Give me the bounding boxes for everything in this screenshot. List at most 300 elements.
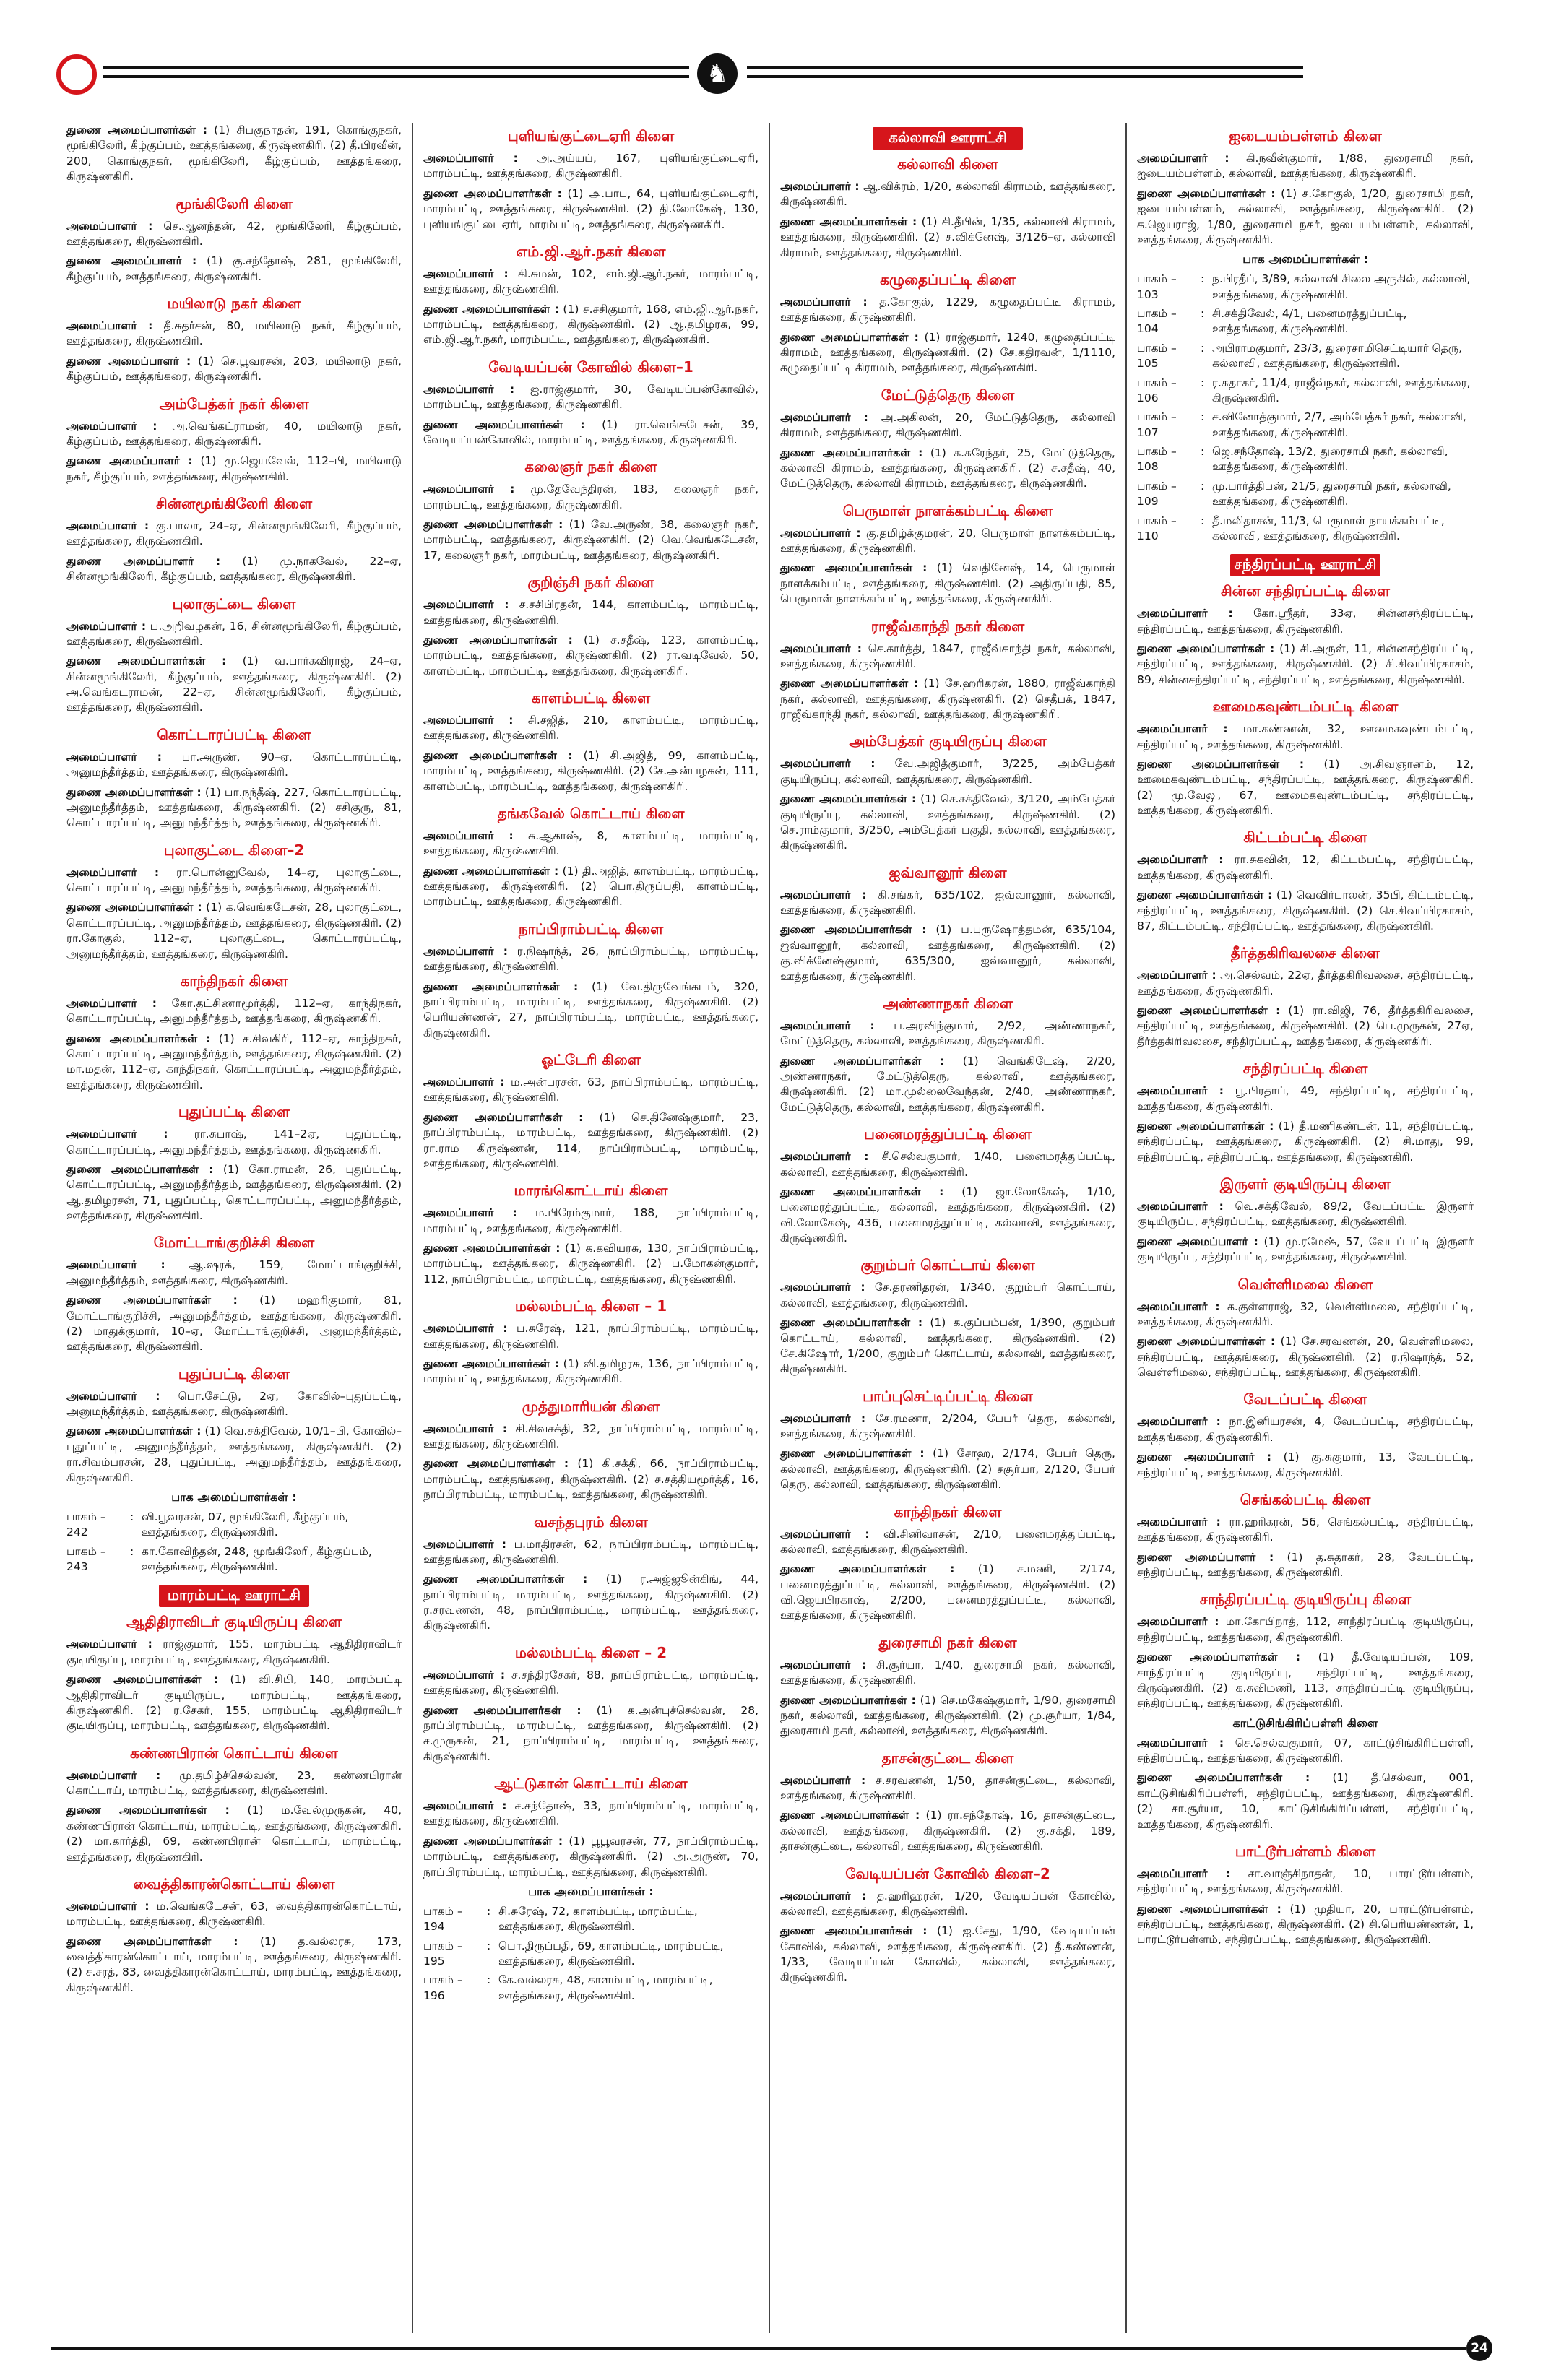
member-details: கி.சுமன், 102, எம்.ஜி.ஆர்.நகர், மாரம்பட்டி, ஊத்தங்கரை, கிருஷ்ணகிரி. <box>423 267 758 296</box>
role-label: துணை அமைப்பாளர்கள் : <box>423 518 563 531</box>
member-details: (1) பூபூவரசன், 77, நாப்பிராம்பட்டி, மாரம்பட்டி, ஊத்தங்கரை, கிருஷ்ணகிரி. (2) அ.அருண், 70, நாப்பிராம்பட்டி, மாரம்பட்டி, ஊத்தங்கரை, கிருஷ்ணகிரி. <box>423 1834 758 1879</box>
member-entry <box>1137 1003 1474 1050</box>
member-details: (1) வெ.சக்திவேல், 10/1–பி, கோவில்–புதுப்பட்டி, அனுமந்தீர்த்தம், ஊத்தங்கரை, கிருஷ்ணகிரி. (2) ரா.சிவம்பரசன், 28, புதுப்பட்டி, அனுமந்தீர்த்தம், ஊத்தங்கரை, கிருஷ்ணகிரி. <box>66 1424 402 1484</box>
role-label: அமைப்பாளர் : <box>423 1076 505 1089</box>
booth-organiser: ர.சுதாகர், 11/4, ராஜீவ்நகர், கல்லாவி, ஊத்தங்கரை, கிருஷ்ணகிரி. <box>1212 376 1471 404</box>
member-entry <box>423 1537 758 1568</box>
role-label: துணை அமைப்பாளர்கள் : <box>423 1457 569 1471</box>
member-details: (1) அ.பாபு, 64, புளியங்குட்டைஏரி, மாரம்பட்டி, ஊத்தங்கரை, கிருஷ்ணகிரி. (2) தி.லோகேஷ், 130, புளியங்குட்டைஏரி, மாரம்பட்டி, ஊத்தங்கரை, கிருஷ்ணகிரி. <box>423 186 758 231</box>
member-entry <box>1137 1119 1474 1165</box>
member-entry <box>423 1668 758 1699</box>
role-label: அமைப்பாளர் : <box>1137 1415 1221 1429</box>
member-details: (1) மஹரிகுமார், 81, மோட்டாங்குறிச்சி, அனுமந்தீர்த்தம், ஊத்தங்கரை, கிருஷ்ணகிரி. (2) மாதுக்குமார், 10–ஏ, மோட்டாங்குறிச்சி, அனுமந்தீர்த்தம், ஊத்தங்கரை, கிருஷ்ணகிரி. <box>66 1294 402 1354</box>
role-label: அமைப்பாளர் : <box>423 944 508 958</box>
member-details: (1) ச.மணி, 2/174, பனைமரத்துப்பட்டி, கல்லாவி, ஊத்தங்கரை, கிருஷ்ணகிரி. (2) வி.ஜெயபிரகாஷ், 2/200, பனைமரத்துப்பட்டி, கல்லாவி, ஊத்தங்கரை, கிருஷ்ணகிரி. <box>780 1562 1115 1622</box>
role-label: அமைப்பாளர் : <box>780 410 868 424</box>
role-label: துணை அமைப்பாளர் : <box>1137 1234 1258 1248</box>
member-entry <box>66 865 402 896</box>
branch-title: காந்திநகர் கிளை <box>180 972 288 990</box>
member-entry <box>423 713 758 744</box>
member-details: அ.செல்வம், 22ஏ, தீர்த்தகிரிவலசை, சந்திரப்பட்டி, ஊத்தங்கரை, கிருஷ்ணகிரி. <box>1137 969 1474 998</box>
branch-section <box>780 618 1115 723</box>
member-details: (1) செ.பூவரசன், 203, மயிலாடு நகர், கீழ்குப்பம், ஊத்தங்கரை, கிருஷ்ணகிரி. <box>66 354 402 384</box>
member-details: ராஜ்குமார், 155, மாரம்பட்டி ஆதிதிராவிடர் குடியிருப்பு, மாரம்பட்டி, ஊத்தங்கரை, கிருஷ்ணகிரி. <box>66 1637 402 1666</box>
branch-title: வசந்தபுரம் கிளை <box>534 1513 648 1531</box>
member-details: த.கோகுல், 1229, கழுதைப்பட்டி கிராமம், ஊத்தங்கரை, கிருஷ்ணகிரி. <box>780 295 1115 324</box>
member-entry <box>1137 1515 1474 1546</box>
branch-section <box>423 805 758 910</box>
branch-title: ஐடையம்பள்ளம் கிளை <box>1229 127 1382 144</box>
branch-title: சின்ன சந்திரப்பட்டி கிளை <box>1221 582 1390 600</box>
role-label: அமைப்பாளர் : <box>780 1018 875 1032</box>
role-label: துணை அமைப்பாளர்கள் : <box>780 792 917 806</box>
booth-organiser: வி.பூவரசன், 07, மூங்கிலேரி, கீழ்குப்பம், ஊத்தங்கரை, கிருஷ்ணகிரி. <box>142 1510 349 1539</box>
branch-section <box>780 1256 1115 1377</box>
member-entry <box>1137 641 1474 688</box>
role-label: துணை அமைப்பாளர்கள் : <box>423 1572 588 1586</box>
role-label: துணை அமைப்பாளர்கள் : <box>423 1356 559 1370</box>
member-entry <box>66 750 402 781</box>
branch-section <box>780 127 1115 261</box>
member-details: செ.கார்த்தி, 1847, ராஜீவ்காந்தி நகர், கல்லாவி, ஊத்தங்கரை, கிருஷ்ணகிரி. <box>780 641 1115 670</box>
member-entry <box>780 410 1115 441</box>
member-details: (1) கு.சுகுமார், 13, வேடப்பட்டி, சந்திரப்பட்டி, ஊத்தங்கரை, கிருஷ்ணகிரி. <box>1137 1450 1474 1479</box>
colon-separator: : <box>1201 376 1205 389</box>
branch-title: மல்லம்பட்டி கிளை – 2 <box>514 1643 667 1661</box>
booth-number: பாகம் – 110 <box>1137 514 1177 542</box>
member-entry <box>1137 1650 1474 1712</box>
member-details: (1) ஜா.லோகேஷ், 1/10, பனைமரத்துப்பட்டி, கல்லாவி, ஊத்தங்கரை, கிருஷ்ணகிரி. (2) வி.லோகேஷ், 436, பனைமரத்துப்பட்டி, கல்லாவி, ஊத்தங்கரை, கிருஷ்ணகிரி. <box>780 1185 1115 1245</box>
member-entry <box>780 446 1115 492</box>
branch-section <box>66 726 402 831</box>
member-details: (1) த.சுதாகர், 28, வேடப்பட்டி, சந்திரப்பட்டி, ஊத்தங்கரை, கிருஷ்ணகிரி. <box>1137 1550 1474 1579</box>
member-entry <box>780 295 1115 326</box>
role-label: அமைப்பாளர் : <box>66 865 160 879</box>
member-details: (1) பா.நந்தீஷ், 227, கொட்டாரப்பட்டி, அனுமந்தீர்த்தம், ஊத்தங்கரை, கிருஷ்ணகிரி. (2) சசிகுரு, 81, கொட்டாரப்பட்டி, அனுமந்தீர்த்தம், ஊத்தங்கரை, கிருஷ்ணகிரி. <box>66 785 402 830</box>
member-entry <box>780 1446 1115 1492</box>
role-label: அமைப்பாளர் : <box>780 1281 865 1294</box>
member-details: ச.சசிபிரதன், 144, காளம்பட்டி, மாரம்பட்டி, ஊத்தங்கரை, கிருஷ்ணகிரி. <box>423 598 758 627</box>
role-label: துணை அமைப்பாளர்கள் : <box>1137 186 1276 200</box>
booth-organiser: பொ.திருப்பதி, 69, காளம்பட்டி, மாரம்பட்டி, ஊத்தங்கரை, கிருஷ்ணகிரி. <box>498 1939 724 1968</box>
member-details: கி.சங்கர், 635/102, ஐவ்வானூர், கல்லாவி, ஊத்தங்கரை, கிருஷ்ணகிரி. <box>780 888 1115 917</box>
member-details: சா.வாஞ்சிநாதன், 10, பாரட்டூர்பள்ளம், சந்திரப்பட்டி, ஊத்தங்கரை, கிருஷ்ணகிரி. <box>1137 1866 1474 1896</box>
role-label: அமைப்பாளர் : <box>780 1889 867 1903</box>
member-details: ரா.சுபாஷ், 141–2ஏ, புதுப்பட்டி, கொட்டாரப்பட்டி, அனுமந்தீர்த்தம், ஊத்தங்கரை, கிருஷ்ணகிரி. <box>66 1128 402 1156</box>
member-details: மா.கோபிநாத், 112, சாந்திரப்பட்டி குடியிருப்பு, சந்திரப்பட்டி, ஊத்தங்கரை, கிருஷ்ணகிரி. <box>1137 1615 1474 1644</box>
branch-section <box>780 1503 1115 1624</box>
member-entry <box>1137 722 1474 753</box>
member-entry <box>66 1424 402 1486</box>
member-entry <box>1137 1450 1474 1481</box>
branch-section <box>1137 1390 1474 1481</box>
role-label: அமைப்பாளர் : <box>780 295 868 308</box>
member-details: (1) ம.வேல்முருகன், 40, கண்ணபிரான் கொட்டாய், மாரம்பட்டி, ஊத்தங்கரை, கிருஷ்ணகிரி. (2) மா.கார்த்தி, 69, கண்ணபிரான் கொட்டாய், மாரம்பட்டி, ஊத்தங்கரை, கிருஷ்ணகிரி. <box>66 1804 402 1864</box>
role-label: துணை அமைப்பாளர்கள் : <box>66 1294 238 1307</box>
member-details: சே.தரணிதரன், 1/340, குறும்பர் கொட்டாய், கல்லாவி, ஊத்தங்கரை, கிருஷ்ணகிரி. <box>780 1281 1115 1310</box>
member-details: (1) க.சுரேந்தர், 25, மேட்டுத்தெரு, கல்லாவி கிராமம், ஊத்தங்கரை, கிருஷ்ணகிரி. (2) ச.சதீஷ், 40, மேட்டுத்தெரு, கல்லாவி கிராமம், ஊத்தங்கரை, கிருஷ்ணகிரி. <box>780 446 1115 490</box>
member-details: (1) ராஜ்குமார், 1240, கழுதைப்பட்டி கிராமம், ஊத்தங்கரை, கிருஷ்ணகிரி. (2) சே.கதிரவன், 1/1110, கழுதைப்பட்டி கிராமம், ஊத்தங்கரை, கிருஷ்ணகிரி. <box>780 330 1115 375</box>
member-details: (1) வே.திருவேங்கடம், 320, நாப்பிராம்பட்டி, மாரம்பட்டி, ஊத்தங்கரை, கிருஷ்ணகிரி. (2) பெரியண்ணன், 27, நாப்பிராம்பட்டி, மாரம்பட்டி, ஊத்தங்கரை, கிருஷ்ணகிரி. <box>423 979 758 1039</box>
member-details: (1) சே.சரவணன், 20, வெள்ளிமலை, சந்திரப்பட்டி, ஊத்தங்கரை, கிருஷ்ணகிரி. (2) ர.நிஷாந்த், 52, வெள்ளிமலை, சந்திரப்பட்டி, ஊத்தங்கரை, கிருஷ்ணகிரி. <box>1137 1335 1474 1379</box>
role-label: துணை அமைப்பாளர்கள் : <box>1137 1004 1281 1017</box>
role-label: அமைப்பாளர் : <box>423 382 515 396</box>
role-label: அமைப்பாளர் : <box>66 519 150 532</box>
branch-title: நாப்பிராம்பட்டி கிளை <box>518 919 664 938</box>
member-details: ம.பிரேம்குமார், 188, நாப்பிராம்பட்டி, மாரம்பட்டி, ஊத்தங்கரை, கிருஷ்ணகிரி. <box>423 1206 758 1235</box>
branch-section <box>1137 1060 1474 1165</box>
member-details: (1) வி.தமிழரசு, 136, நாப்பிராம்பட்டி, மாரம்பட்டி, ஊத்தங்கரை, கிருஷ்ணகிரி. <box>423 1356 759 1386</box>
member-entry <box>780 1185 1115 1247</box>
branch-section <box>1137 1843 1474 1948</box>
member-entry <box>66 1031 402 1094</box>
branch-section <box>423 458 758 563</box>
role-label: அமைப்பாளர் : <box>1137 1866 1230 1880</box>
branch-section <box>66 1585 402 1734</box>
member-entry <box>1137 968 1474 999</box>
booth-number: பாகம் – 196 <box>423 1973 463 2002</box>
branch-title: சின்னமூங்கிலேரி கிளை <box>155 495 313 512</box>
role-label: துணை அமைப்பாளர்கள் : <box>66 901 202 914</box>
role-label: அமைப்பாளர் : <box>66 1899 150 1913</box>
member-details: ம.வெங்கடேசன், 63, வைத்திகாரன்கொட்டாய், மாரம்பட்டி, ஊத்தங்கரை, கிருஷ்ணகிரி. <box>66 1899 402 1929</box>
member-entry <box>423 597 758 628</box>
branch-section <box>780 1749 1115 1855</box>
branch-title: செங்கல்பட்டி கிளை <box>1240 1490 1371 1508</box>
member-details: (1) வ.பார்கவிராஜ், 24–ஏ, சின்னமூங்கிலேரி, கீழ்குப்பம், ஊத்தங்கரை, கிருஷ்ணகிரி. (2) அ.வெங்கடராமன், 22–ஏ, சின்னமூங்கிலேரி, கீழ்குப்பம், ஊத்தங்கரை, கிருஷ்ணகிரி. <box>66 654 402 714</box>
member-entry <box>1137 1299 1474 1330</box>
member-entry <box>1137 1414 1474 1445</box>
branch-title: பெருமாள் நாளக்கம்பட்டி கிளை <box>842 501 1053 519</box>
member-details: ச.சரவணன், 1/50, தாசன்குட்டை, கல்லாவி, ஊத்தங்கரை, கிருஷ்ணகிரி. <box>780 1773 1115 1802</box>
branch-section <box>423 920 758 1041</box>
member-details: (1) முதியா, 20, பாரட்டூர்பள்ளம், சந்திரப்பட்டி, ஊத்தங்கரை, கிருஷ்ணகிரி. (2) சி.பெரியண்ணன், 1, பாரட்டூர்பள்ளம், சந்திரப்பட்டி, ஊத்தங்கரை, கிருஷ்ணகிரி. <box>1137 1902 1474 1947</box>
branch-title: ஓட்டேரி கிளை <box>541 1051 641 1068</box>
booth-row <box>423 1973 758 2004</box>
role-label: அமைப்பாளர் : <box>1137 853 1224 867</box>
panchayat-banner: கல்லாவி ஊராட்சி <box>873 127 1023 150</box>
member-entry <box>66 1899 402 1930</box>
booth-row <box>1137 444 1474 475</box>
branch-section <box>780 995 1115 1115</box>
branch-section <box>780 386 1115 492</box>
column-4 <box>1127 123 1484 2333</box>
role-label: அமைப்பாளர் : <box>423 1537 506 1551</box>
role-label: துணை அமைப்பாளர்கள் : <box>66 124 207 137</box>
branch-section <box>780 1865 1115 1986</box>
branch-section <box>423 1398 758 1503</box>
member-details: (1) தீ.மணிகண்டன், 11, சந்திரப்பட்டி, சந்திரப்பட்டி, ஊத்தங்கரை, கிருஷ்ணகிரி. (2) சி.மாது, 99, சந்திரப்பட்டி, சந்திரப்பட்டி, ஊத்தங்கரை, கிருஷ்ணகிரி. <box>1137 1119 1474 1164</box>
role-label: அமைப்பாளர் : <box>423 1799 507 1812</box>
booth-organiser: ச.வினோத்குமார், 2/7, அம்பேத்கர் நகர், கல்லாவி, ஊத்தங்கரை, கிருஷ்ணகிரி. <box>1212 410 1466 439</box>
booth-organiser: கா.கோவிந்தன், 248, மூங்கிலேரி, கீழ்குப்பம், ஊத்தங்கரை, கிருஷ்ணகிரி. <box>142 1544 372 1573</box>
role-label: துணை அமைப்பாளர்கள் : <box>780 215 917 228</box>
member-entry <box>423 1572 758 1634</box>
branch-section <box>1137 554 1474 688</box>
member-entry <box>66 785 402 831</box>
branch-title: மல்லம்பட்டி கிளை – 1 <box>514 1297 667 1315</box>
branch-title: வைத்திகாரன்கொட்டாய் கிளை <box>133 1874 335 1892</box>
branch-section <box>66 1234 402 1354</box>
booth-organiser: அபிராமகுமார், 23/3, துரைசாமிசெட்டியார் தெரு, கல்லாவி, ஊத்தங்கரை, கிருஷ்ணகிரி. <box>1212 341 1463 371</box>
member-details: (1) சோஹ, 2/174, பேபர் தெரு, கல்லாவி, ஊத்தங்கரை, கிருஷ்ணகிரி. (2) சசூர்யா, 2/120, பேபர் தெரு, கல்லாவி, ஊத்தங்கரை, கிருஷ்ணகிரி. <box>780 1447 1115 1492</box>
role-label: துணை அமைப்பாளர்கள் : <box>1137 1119 1274 1133</box>
branch-section <box>66 1744 402 1865</box>
branch-title: அண்ணாநகர் கிளை <box>883 994 1013 1012</box>
member-entry <box>423 482 758 513</box>
member-details: (1) ரா.சந்தோஷ், 16, தாசன்குட்டை, கல்லாவி, ஊத்தங்கரை, கிருஷ்ணகிரி. (2) கு.சக்தி, 189, தாசன்குட்டை, கல்லாவி, ஊத்தங்கரை, கிருஷ்ணகிரி. <box>780 1809 1115 1853</box>
member-details: (1) க.வெங்கடேசன், 28, புலாகுட்டை, கொட்டாரப்பட்டி, அனுமந்தீர்த்தம், ஊத்தங்கரை, கிருஷ்ணகிரி. (2) ரா.கோகுல், 112–ஏ, புலாகுட்டை, கொட்டாரப்பட்டி, அனுமந்தீர்த்தம், ஊத்தங்கரை, கிருஷ்ணகிரி. <box>66 901 402 961</box>
member-details: (1) வி.சிபி, 140, மாரம்பட்டி ஆதிதிராவிடர் குடியிருப்பு, மாரம்பட்டி, ஊத்தங்கரை, கிருஷ்ணகிரி. (2) ர.சேகர், 155, மாரம்பட்டி ஆதிதிராவிடர் குடியிருப்பு, மாரம்பட்டி, ஊத்தங்கரை, கிருஷ்ணகிரி. <box>66 1673 402 1733</box>
role-label: அமைப்பாளர் : <box>66 219 153 233</box>
member-entry <box>423 1206 758 1237</box>
branch-section <box>66 495 402 585</box>
role-label: அமைப்பாளர் : <box>66 1637 152 1651</box>
booth-row <box>1137 272 1474 303</box>
member-entry <box>423 944 758 975</box>
member-details: ப.சுரேஷ், 121, நாப்பிராம்பட்டி, மாரம்பட்டி, ஊத்தங்கரை, கிருஷ்ணகிரி. <box>423 1322 758 1351</box>
role-label: துணை அமைப்பாளர்கள் : <box>780 1924 928 1938</box>
role-label: துணை அமைப்பாளர்கள் : <box>66 1162 214 1176</box>
member-details: ஐ.ராஜ்குமார், 30, வேடியப்பன்கோவில், மாரம்பட்டி, ஊத்தங்கரை, கிருஷ்ணகிரி. <box>423 382 758 412</box>
member-entry <box>66 123 402 185</box>
member-entry <box>1137 606 1474 637</box>
role-label: துணை அமைப்பாளர்கள் : <box>423 748 573 762</box>
member-entry <box>66 419 402 450</box>
branch-title: வேடியப்பன் கோவில் கிளை–1 <box>488 358 693 376</box>
role-label: அமைப்பாளர் : <box>780 1411 866 1425</box>
role-label: துணை அமைப்பாளர்கள் : <box>1137 1902 1281 1916</box>
member-entry <box>780 641 1115 672</box>
branch-title: புலாகுட்டை கிளை <box>172 594 296 613</box>
role-label: துணை அமைப்பாளர்கள் : <box>1137 888 1273 902</box>
member-details: (1) மு.ரமேஷ், 57, வேடப்பட்டி இருளர் குடியிருப்பு, சந்திரப்பட்டி, ஊத்தங்கரை, கிருஷ்ணகிரி. <box>1137 1234 1474 1264</box>
header-rule-left-2 <box>103 75 689 78</box>
role-label: துணை அமைப்பாளர்கள் : <box>423 633 573 646</box>
role-label: அமைப்பாளர் : <box>1137 1200 1224 1213</box>
branch-title: மூங்கிலேரி கிளை <box>176 194 293 212</box>
member-details: ம.அன்பரசன், 63, நாப்பிராம்பட்டி, மாரம்பட்டி, ஊத்தங்கரை, கிருஷ்ணகிரி. <box>423 1076 758 1104</box>
branch-title: வெள்ளிமலை கிளை <box>1237 1275 1373 1293</box>
header-rule-left <box>103 66 689 69</box>
member-details: (1) தீ.செல்வா, 001, காட்டுசிங்கிரிப்பள்ளி, சந்திரப்பட்டி, ஊத்தங்கரை, கிருஷ்ணகிரி. (2) சா.சூர்யா, 10, காட்டுசிங்கிரிப்பள்ளி, சந்திரப்பட்டி, ஊத்தங்கரை, கிருஷ்ணகிரி. <box>1137 1771 1474 1831</box>
member-entry <box>780 792 1115 854</box>
member-entry <box>780 561 1115 607</box>
role-label: துணை அமைப்பாளர்கள் : <box>1137 1771 1310 1785</box>
member-entry <box>66 1934 402 1996</box>
role-label: துணை அமைப்பாளர்கள் : <box>423 1703 582 1717</box>
colon-separator: : <box>1201 272 1205 286</box>
booth-number: பாகம் – 108 <box>1137 445 1177 474</box>
branch-title: குறும்பர் கொட்டாய் கிளை <box>860 1256 1035 1274</box>
member-details: கி.நவீன்குமார், 1/88, துரைசாமி நகர், ஐடையம்பள்ளம், கல்லாவி, ஊத்தங்கரை, கிருஷ்ணகிரி. <box>1137 152 1474 181</box>
header-rule-right <box>747 66 1303 69</box>
branch-title: ராஜீவ்காந்தி நகர் கிளை <box>870 617 1025 635</box>
member-details: சே.ரமணா, 2/204, பேபர் தெரு, கல்லாவி, ஊத்தங்கரை, கிருஷ்ணகிரி. <box>780 1411 1115 1440</box>
member-entry <box>423 1241 758 1287</box>
role-label: துணை அமைப்பாளர்கள் : <box>66 1031 211 1045</box>
branch-section <box>423 1051 758 1172</box>
branch-title: தங்கவேல் கொட்டாய் கிளை <box>497 804 685 822</box>
branch-section <box>66 1365 402 1575</box>
role-label: அமைப்பாளர் : <box>1137 607 1233 620</box>
branch-title: புதுப்பட்டி கிளை <box>178 1364 290 1382</box>
member-details: மா.கண்ணன், 32, ஊமைகவுண்டம்பட்டி, சந்திரப்பட்டி, ஊத்தங்கரை, கிருஷ்ணகிரி. <box>1137 722 1474 751</box>
booth-row <box>423 1939 758 1970</box>
branch-section <box>66 395 402 485</box>
role-label: அமைப்பாளர் : <box>780 888 867 901</box>
branch-title: அம்பேத்கர் நகர் கிளை <box>159 394 309 412</box>
role-label: துணை அமைப்பாளர்கள் : <box>780 1185 944 1198</box>
member-entry <box>423 382 758 413</box>
role-label: துணை அமைப்பாளர்கள் : <box>66 1804 230 1817</box>
booth-row <box>423 1904 758 1935</box>
member-details: ச.சந்தோஷ், 33, நாப்பிராம்பட்டி, மாரம்பட்டி, ஊத்தங்கரை, கிருஷ்ணகிரி. <box>423 1799 758 1828</box>
member-entry <box>780 1773 1115 1804</box>
booth-number: பாகம் – 195 <box>423 1939 463 1968</box>
branch-section <box>1137 944 1474 1050</box>
member-entry <box>423 1075 758 1106</box>
role-label: துணை அமைப்பாளர்கள் : <box>66 1934 238 1948</box>
branch-section <box>423 1182 758 1287</box>
member-details: கோ.தட்சிணாமூர்த்தி, 112–ஏ, காந்திநகர், கொட்டாரப்பட்டி, அனுமந்தீர்த்தம், ஊத்தங்கரை, கிருஷ்ணகிரி. <box>66 996 402 1026</box>
role-label: துணை அமைப்பாளர்கள் : <box>66 1424 202 1438</box>
page-header <box>51 51 1495 108</box>
member-details: (1) க.குப்பம்பன், 1/390, குறும்பர் கொட்டாய், கல்லாவி, ஊத்தங்கரை, கிருஷ்ணகிரி. (2) சே.கிஷோர், 1/200, குறும்பர் கொட்டாய், கல்லாவி, ஊத்தங்கரை, கிருஷ்ணகிரி. <box>780 1316 1116 1376</box>
member-entry <box>780 1054 1115 1116</box>
role-label: துணை அமைப்பாளர்கள் : <box>423 302 559 316</box>
member-entry <box>780 1149 1115 1180</box>
member-entry <box>66 1637 402 1668</box>
booth-number: பாகம் – 104 <box>1137 307 1177 336</box>
branch-section <box>66 295 402 385</box>
branch-title: தாசன்குட்டை கிளை <box>881 1749 1014 1767</box>
role-label: அமைப்பாளர் : <box>780 641 862 655</box>
branch-title: துரைசாமி நகர் கிளை <box>878 1633 1017 1651</box>
branch-section <box>1137 698 1474 818</box>
member-details: (1) வெதினேஷ், 14, பெருமாள் நாளக்கம்பட்டி, ஊத்தங்கரை, கிருஷ்ணகிரி. (2) அதிருப்பதி, 85, பெருமாள் நாளக்கம்பட்டி, ஊத்தங்கரை, கிருஷ்ணகிரி. <box>780 561 1115 606</box>
branch-title: இருளர் குடியிருப்பு கிளை <box>1219 1175 1391 1193</box>
member-entry <box>780 179 1115 210</box>
role-label: அமைப்பாளர் : <box>66 1768 161 1782</box>
header-rule-right-2 <box>747 75 1303 78</box>
role-label: துணை அமைப்பாளர்கள் : <box>423 979 579 993</box>
colon-separator: : <box>487 1939 491 1952</box>
role-label: அமைப்பாளர் : <box>780 1773 866 1787</box>
member-details: (1) த.வல்லரசு, 173, வைத்திகாரன்கொட்டாய், மாரம்பட்டி, ஊத்தங்கரை, கிருஷ்ணகிரி. (2) ச.சரத், 83, வைத்திகாரன்கொட்டாய், மாரம்பட்டி, ஊத்தங்கரை, கிருஷ்ணகிரி. <box>66 1934 402 1994</box>
member-details: (1) வெவிர்பாலன், 35பி, கிட்டம்பட்டி, சந்திரப்பட்டி, ஊத்தங்கரை, கிருஷ்ணகிரி. (2) செ.சிவப்பிரகாசம், 87, கிட்டம்பட்டி, சந்திரப்பட்டி, ஊத்தங்கரை, கிருஷ்ணகிரி. <box>1137 888 1474 932</box>
member-details: (1) ச.சதீஷ், 123, காளம்பட்டி, மாரம்பட்டி, ஊத்தங்கரை, கிருஷ்ணகிரி. (2) ரா.வடிவேல், 50, காளம்பட்டி, மாரம்பட்டி, ஊத்தங்கரை, கிருஷ்ணகிரி. <box>423 633 758 678</box>
member-entry <box>780 676 1115 722</box>
booth-organiser: மு.பார்த்திபன், 21/5, துரைசாமி நகர், கல்லாவி, ஊத்தங்கரை, கிருஷ்ணகிரி. <box>1212 479 1451 509</box>
role-label: துணை அமைப்பாளர்கள் : <box>423 1242 561 1255</box>
footer-rule <box>51 2347 1466 2350</box>
member-entry <box>423 1456 758 1502</box>
publication-logo-icon: ♞ <box>697 53 738 94</box>
member-entry <box>423 1421 758 1453</box>
role-label: அமைப்பாளர் : <box>1137 1615 1219 1629</box>
role-label: துணை அமைப்பாளர்கள் : <box>780 1693 916 1707</box>
member-details: பூ.பிரதாப், 49, சந்திரப்பட்டி, சந்திரப்பட்டி, ஊத்தங்கரை, கிருஷ்ணகிரி. <box>1137 1084 1474 1113</box>
member-entry <box>423 1110 758 1172</box>
branch-section <box>780 732 1115 853</box>
column-3 <box>770 123 1127 2333</box>
member-entry <box>423 864 758 910</box>
role-label: துணை அமைப்பாளர் : <box>66 354 191 368</box>
role-label: துணை அமைப்பாளர்கள் : <box>423 1110 584 1124</box>
role-label: அமைப்பாளர் : <box>780 1150 869 1164</box>
member-entry <box>780 1411 1115 1442</box>
role-label: அமைப்பாளர் : <box>423 714 514 727</box>
member-entry <box>423 979 758 1042</box>
member-entry <box>66 619 402 650</box>
branch-title: வேடியப்பன் கோவில் கிளை–2 <box>845 1864 1050 1882</box>
member-details: ர.நிஷாந்த், 26, நாப்பிராம்பட்டி, மாரம்பட்டி, ஊத்தங்கரை, கிருஷ்ணகிரி. <box>423 944 758 974</box>
branch-title: எம்.ஜி.ஆர்.நகர் கிளை <box>516 242 666 260</box>
branch-title: ஊமைகவுண்டம்பட்டி கிளை <box>1212 698 1399 716</box>
member-details: ரா.பொன்னுவேல், 14–ஏ, புலாகுட்டை, கொட்டாரப்பட்டி, அனுமந்தீர்த்தம், ஊத்தங்கரை, கிருஷ்ணகிரி. <box>66 865 402 894</box>
member-details: ப.அரவிந்குமார், 2/92, அண்ணாநகர், மேட்டுத்தெரு, கல்லாவி, ஊத்தங்கரை, கிருஷ்ணகிரி. <box>780 1018 1116 1048</box>
role-label: அமைப்பாளர் : <box>780 180 860 193</box>
colon-separator: : <box>130 1510 134 1523</box>
branch-title: மாரங்கொட்டாய் கிளை <box>514 1182 668 1200</box>
member-details: ரா.சுகவின், 12, கிட்டம்பட்டி, சந்திரப்பட்டி, ஊத்தங்கரை, கிருஷ்ணகிரி. <box>1137 853 1474 882</box>
branch-title: கலைஞர் நகர் கிளை <box>524 458 657 476</box>
member-details: (1) ரா.விஜி, 76, தீர்த்தகிரிவலசை, சந்திரப்பட்டி, ஊத்தங்கரை, கிருஷ்ணகிரி. (2) பெ.முருகன், 27ஏ, தீர்த்தகிரிவலசை, சந்திரப்பட்டி, ஊத்தங்கரை, கிருஷ்ணகிரி. <box>1137 1004 1474 1048</box>
member-details: அ.அகிலன், 20, மேட்டுத்தெரு, கல்லாவி கிராமம், ஊத்தங்கரை, கிருஷ்ணகிரி. <box>780 410 1115 440</box>
role-label: அமைப்பாளர் : <box>423 483 515 496</box>
member-entry <box>780 1924 1115 1986</box>
role-label: துணை அமைப்பாளர் : <box>66 454 193 468</box>
branch-section <box>780 1634 1115 1739</box>
member-entry <box>1137 1550 1474 1581</box>
member-entry <box>780 330 1115 376</box>
branch-title: புதுப்பட்டி கிளை <box>178 1103 290 1121</box>
role-label: அமைப்பாளர் : <box>423 1421 508 1435</box>
member-details: (1) செ.சக்திவேல், 3/120, அம்பேத்கர் குடியிருப்பு, கல்லாவி, ஊத்தங்கரை, கிருஷ்ணகிரி. (2) செ.ராம்குமார், 3/250, அம்பேத்கர் பகுதி, கல்லாவி, ஊத்தங்கரை, கிருஷ்ணகிரி. <box>780 792 1115 852</box>
booth-organiser: கே.வல்லரசு, 48, காளம்பட்டி, மாரம்பட்டி, ஊத்தங்கரை, கிருஷ்ணகிரி. <box>498 1973 713 2002</box>
member-details: சி.சூர்யா, 1/40, துரைசாமி நகர், கல்லாவி, ஊத்தங்கரை, கிருஷ்ணகிரி. <box>780 1658 1115 1687</box>
member-entry <box>780 215 1115 261</box>
branch-title: மயிலாடு நகர் கிளை <box>167 295 301 312</box>
role-label: அமைப்பாளர் : <box>1137 1084 1224 1098</box>
role-label: துணை அமைப்பாளர்கள் : <box>1137 1335 1276 1349</box>
branch-title: கழுதைப்பட்டி கிளை <box>879 270 1016 288</box>
branch-title: குறிஞ்சி நகர் கிளை <box>527 574 654 592</box>
member-details: (1) ப.புருஷோத்தமன், 635/104, ஐவ்வானூர், கல்லாவி, ஊத்தங்கரை, கிருஷ்ணகிரி. (2) கு.விக்னேஷ்குமார், 635/300, ஐவ்வானூர், கல்லாவி, ஊத்தங்கரை, கிருஷ்ணகிரி. <box>780 923 1115 983</box>
booth-number: பாகம் – 106 <box>1137 376 1177 404</box>
colon-separator: : <box>1201 479 1205 493</box>
colon-separator: : <box>1201 514 1205 527</box>
branch-title: புளியங்குட்டைஏரி கிளை <box>507 127 675 144</box>
role-label: துணை அமைப்பாளர்கள் : <box>780 677 919 691</box>
branch-section <box>1137 828 1474 934</box>
role-label: அமைப்பாளர் : <box>66 1258 165 1272</box>
role-label: துணை அமைப்பாளர் : <box>66 554 221 568</box>
role-label: துணை அமைப்பாளர்கள் : <box>1137 1650 1300 1664</box>
member-details: ஆ.ஷரக், 159, மோட்டாங்குறிச்சி, அனுமந்தீர்த்தம், ஊத்தங்கரை, கிருஷ்ணகிரி. <box>66 1258 402 1287</box>
booth-row <box>1137 306 1474 337</box>
branch-title: கல்லாவி கிளை <box>897 155 998 173</box>
colon-separator: : <box>130 1544 134 1558</box>
member-details: (1) செ.தினேஷ்குமார், 23, நாப்பிராம்பட்டி, மாரம்பட்டி, ஊத்தங்கரை, கிருஷ்ணகிரி. (2) ரா.ராம கிருஷ்ணன், 114, நாப்பிராம்பட்டி, மாரம்பட்டி, ஊத்தங்கரை, கிருஷ்ணகிரி. <box>423 1110 758 1170</box>
member-details: ரா.ஹரிகரன், 56, செங்கல்பட்டி, சந்திரப்பட்டி, ஊத்தங்கரை, கிருஷ்ணகிரி. <box>1137 1515 1474 1544</box>
branch-section <box>423 127 758 233</box>
branch-title: காளம்பட்டி கிளை <box>531 689 651 706</box>
member-details: வெ.சக்திவேல், 89/2, வேடப்பட்டி இருளர் குடியிருப்பு, சந்திரப்பட்டி, ஊத்தங்கரை, கிருஷ்ணகிரி. <box>1137 1200 1474 1229</box>
branch-title: ஐவ்வானூர் கிளை <box>889 863 1007 881</box>
booth-row <box>66 1510 402 1541</box>
